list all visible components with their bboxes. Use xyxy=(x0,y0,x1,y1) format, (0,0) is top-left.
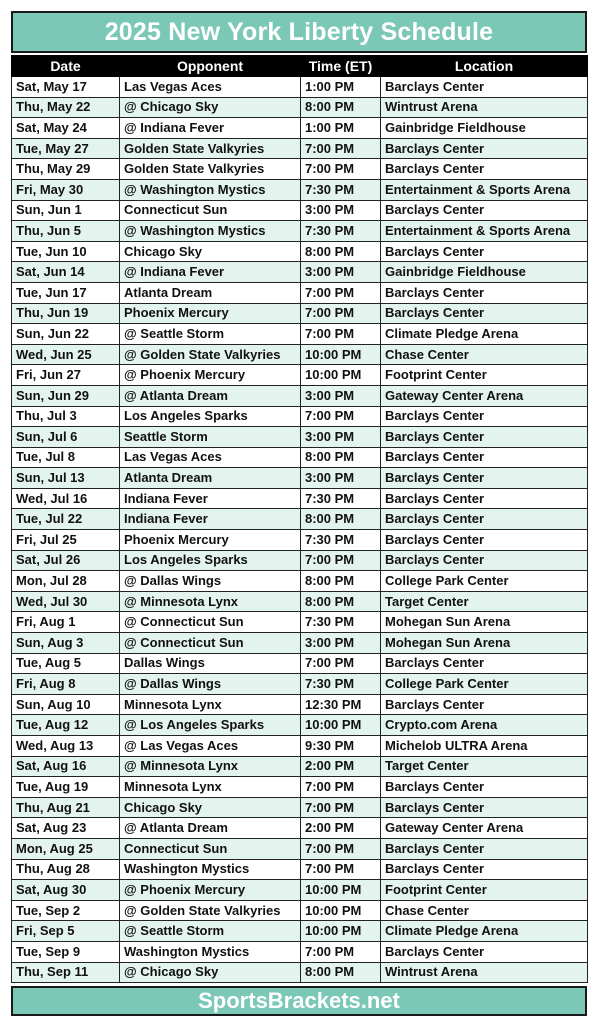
cell-opponent: Washington Mystics xyxy=(120,859,301,880)
cell-location: Barclays Center xyxy=(381,303,588,324)
cell-date: Sat, Aug 16 xyxy=(12,756,120,777)
table-row xyxy=(12,941,588,962)
cell-date: Sun, Jun 22 xyxy=(12,324,120,345)
cell-location: Michelob ULTRA Arena xyxy=(381,736,588,757)
cell-opponent: Las Vegas Aces xyxy=(120,447,301,468)
cell-time: 8:00 PM xyxy=(301,447,381,468)
cell-location: Barclays Center xyxy=(381,509,588,530)
cell-location: Barclays Center xyxy=(381,797,588,818)
cell-date: Tue, Sep 2 xyxy=(12,900,120,921)
cell-opponent: @ Minnesota Lynx xyxy=(120,756,301,777)
table-row xyxy=(12,777,588,798)
cell-opponent: @ Chicago Sky xyxy=(120,962,301,983)
cell-location: Barclays Center xyxy=(381,77,588,98)
cell-opponent: @ Golden State Valkyries xyxy=(120,900,301,921)
cell-date: Fri, May 30 xyxy=(12,179,120,200)
cell-opponent: @ Connecticut Sun xyxy=(120,612,301,633)
table-row xyxy=(12,653,588,674)
table-row xyxy=(12,756,588,777)
cell-date: Thu, May 22 xyxy=(12,97,120,118)
cell-time: 10:00 PM xyxy=(301,715,381,736)
cell-location: Target Center xyxy=(381,591,588,612)
cell-date: Thu, Aug 21 xyxy=(12,797,120,818)
table-row xyxy=(12,385,588,406)
cell-date: Thu, Jun 19 xyxy=(12,303,120,324)
cell-time: 7:00 PM xyxy=(301,282,381,303)
cell-time: 7:00 PM xyxy=(301,838,381,859)
cell-time: 1:00 PM xyxy=(301,77,381,98)
cell-date: Tue, Aug 5 xyxy=(12,653,120,674)
table-row xyxy=(12,633,588,654)
cell-date: Wed, Jul 16 xyxy=(12,488,120,509)
cell-time: 3:00 PM xyxy=(301,385,381,406)
cell-time: 7:30 PM xyxy=(301,221,381,242)
cell-opponent: @ Golden State Valkyries xyxy=(120,344,301,365)
cell-location: Barclays Center xyxy=(381,138,588,159)
table-row xyxy=(12,674,588,695)
cell-opponent: Phoenix Mercury xyxy=(120,530,301,551)
cell-location: Barclays Center xyxy=(381,838,588,859)
table-row xyxy=(12,530,588,551)
cell-location: Barclays Center xyxy=(381,941,588,962)
table-row xyxy=(12,571,588,592)
cell-location: Barclays Center xyxy=(381,406,588,427)
cell-opponent: Connecticut Sun xyxy=(120,838,301,859)
cell-date: Tue, Sep 9 xyxy=(12,941,120,962)
cell-time: 3:00 PM xyxy=(301,427,381,448)
cell-date: Sun, Jun 29 xyxy=(12,385,120,406)
cell-opponent: @ Phoenix Mercury xyxy=(120,880,301,901)
cell-opponent: @ Dallas Wings xyxy=(120,571,301,592)
cell-time: 7:00 PM xyxy=(301,550,381,571)
column-header-date: Date xyxy=(12,56,120,77)
table-row xyxy=(12,509,588,530)
footer-site-name: SportsBrackets.net xyxy=(198,988,400,1013)
cell-location: Gateway Center Arena xyxy=(381,385,588,406)
cell-time: 10:00 PM xyxy=(301,880,381,901)
table-row xyxy=(12,200,588,221)
cell-date: Sat, May 24 xyxy=(12,118,120,139)
cell-date: Mon, Aug 25 xyxy=(12,838,120,859)
cell-time: 7:00 PM xyxy=(301,653,381,674)
table-row xyxy=(12,303,588,324)
cell-location: Footprint Center xyxy=(381,880,588,901)
cell-time: 10:00 PM xyxy=(301,921,381,942)
cell-opponent: Golden State Valkyries xyxy=(120,159,301,180)
cell-date: Tue, Aug 12 xyxy=(12,715,120,736)
cell-date: Sun, Jul 6 xyxy=(12,427,120,448)
cell-time: 8:00 PM xyxy=(301,97,381,118)
table-row xyxy=(12,365,588,386)
table-row xyxy=(12,488,588,509)
cell-time: 7:00 PM xyxy=(301,324,381,345)
cell-location: Barclays Center xyxy=(381,200,588,221)
cell-opponent: @ Atlanta Dream xyxy=(120,818,301,839)
cell-date: Tue, Aug 19 xyxy=(12,777,120,798)
cell-time: 1:00 PM xyxy=(301,118,381,139)
table-row xyxy=(12,138,588,159)
table-row xyxy=(12,97,588,118)
cell-location: Barclays Center xyxy=(381,694,588,715)
cell-time: 3:00 PM xyxy=(301,633,381,654)
cell-date: Thu, May 29 xyxy=(12,159,120,180)
cell-opponent: Phoenix Mercury xyxy=(120,303,301,324)
cell-date: Sat, Aug 30 xyxy=(12,880,120,901)
cell-opponent: Los Angeles Sparks xyxy=(120,406,301,427)
cell-date: Wed, Jun 25 xyxy=(12,344,120,365)
schedule-table-wrap xyxy=(11,55,587,983)
cell-time: 10:00 PM xyxy=(301,365,381,386)
table-row xyxy=(12,77,588,98)
cell-opponent: @ Atlanta Dream xyxy=(120,385,301,406)
table-row xyxy=(12,406,588,427)
table-row xyxy=(12,715,588,736)
table-row xyxy=(12,344,588,365)
cell-date: Sun, Jun 1 xyxy=(12,200,120,221)
cell-location: Gateway Center Arena xyxy=(381,818,588,839)
cell-location: Barclays Center xyxy=(381,241,588,262)
cell-date: Fri, Jun 27 xyxy=(12,365,120,386)
cell-date: Tue, Jun 17 xyxy=(12,282,120,303)
cell-date: Thu, Aug 28 xyxy=(12,859,120,880)
cell-location: Crypto.com Arena xyxy=(381,715,588,736)
cell-opponent: @ Chicago Sky xyxy=(120,97,301,118)
cell-date: Tue, Jul 22 xyxy=(12,509,120,530)
cell-date: Sun, Aug 10 xyxy=(12,694,120,715)
cell-time: 7:30 PM xyxy=(301,674,381,695)
cell-time: 7:30 PM xyxy=(301,612,381,633)
cell-location: Gainbridge Fieldhouse xyxy=(381,118,588,139)
cell-time: 7:00 PM xyxy=(301,159,381,180)
table-row xyxy=(12,612,588,633)
cell-time: 8:00 PM xyxy=(301,962,381,983)
cell-location: Mohegan Sun Arena xyxy=(381,633,588,654)
cell-time: 8:00 PM xyxy=(301,591,381,612)
cell-location: Gainbridge Fieldhouse xyxy=(381,262,588,283)
cell-date: Thu, Jun 5 xyxy=(12,221,120,242)
cell-time: 7:00 PM xyxy=(301,941,381,962)
cell-time: 2:00 PM xyxy=(301,756,381,777)
table-row xyxy=(12,962,588,983)
cell-time: 7:00 PM xyxy=(301,138,381,159)
cell-location: Barclays Center xyxy=(381,550,588,571)
cell-opponent: Los Angeles Sparks xyxy=(120,550,301,571)
cell-opponent: Chicago Sky xyxy=(120,241,301,262)
cell-date: Mon, Jul 28 xyxy=(12,571,120,592)
cell-location: Barclays Center xyxy=(381,468,588,489)
schedule-table xyxy=(11,55,588,983)
cell-location: Barclays Center xyxy=(381,427,588,448)
cell-time: 7:30 PM xyxy=(301,179,381,200)
cell-location: Barclays Center xyxy=(381,282,588,303)
cell-date: Wed, Jul 30 xyxy=(12,591,120,612)
cell-time: 8:00 PM xyxy=(301,509,381,530)
cell-opponent: Chicago Sky xyxy=(120,797,301,818)
footer-banner xyxy=(11,986,587,1016)
cell-time: 12:30 PM xyxy=(301,694,381,715)
cell-location: Footprint Center xyxy=(381,365,588,386)
table-row xyxy=(12,221,588,242)
cell-opponent: @ Washington Mystics xyxy=(120,221,301,242)
cell-opponent: Connecticut Sun xyxy=(120,200,301,221)
table-row xyxy=(12,179,588,200)
column-header-opponent: Opponent xyxy=(120,56,301,77)
cell-time: 7:30 PM xyxy=(301,530,381,551)
table-row xyxy=(12,900,588,921)
cell-opponent: @ Minnesota Lynx xyxy=(120,591,301,612)
cell-date: Sat, Jun 14 xyxy=(12,262,120,283)
cell-location: Target Center xyxy=(381,756,588,777)
cell-time: 7:00 PM xyxy=(301,406,381,427)
cell-location: Climate Pledge Arena xyxy=(381,921,588,942)
cell-date: Fri, Aug 8 xyxy=(12,674,120,695)
cell-opponent: @ Las Vegas Aces xyxy=(120,736,301,757)
cell-opponent: Golden State Valkyries xyxy=(120,138,301,159)
cell-location: Barclays Center xyxy=(381,530,588,551)
cell-location: College Park Center xyxy=(381,674,588,695)
cell-opponent: Dallas Wings xyxy=(120,653,301,674)
cell-date: Sat, May 17 xyxy=(12,77,120,98)
cell-date: Thu, Jul 3 xyxy=(12,406,120,427)
cell-opponent: Atlanta Dream xyxy=(120,282,301,303)
table-row xyxy=(12,447,588,468)
cell-date: Sat, Aug 23 xyxy=(12,818,120,839)
cell-opponent: Minnesota Lynx xyxy=(120,694,301,715)
cell-date: Sat, Jul 26 xyxy=(12,550,120,571)
table-row xyxy=(12,838,588,859)
cell-location: Climate Pledge Arena xyxy=(381,324,588,345)
cell-date: Tue, Jul 8 xyxy=(12,447,120,468)
cell-time: 7:00 PM xyxy=(301,303,381,324)
cell-time: 3:00 PM xyxy=(301,200,381,221)
cell-date: Fri, Jul 25 xyxy=(12,530,120,551)
cell-time: 3:00 PM xyxy=(301,468,381,489)
cell-location: Entertainment & Sports Arena xyxy=(381,221,588,242)
cell-location: Barclays Center xyxy=(381,859,588,880)
table-row xyxy=(12,468,588,489)
cell-opponent: @ Seattle Storm xyxy=(120,324,301,345)
cell-opponent: @ Indiana Fever xyxy=(120,262,301,283)
cell-location: Barclays Center xyxy=(381,447,588,468)
cell-opponent: @ Seattle Storm xyxy=(120,921,301,942)
cell-time: 8:00 PM xyxy=(301,241,381,262)
cell-opponent: Las Vegas Aces xyxy=(120,77,301,98)
table-row xyxy=(12,262,588,283)
cell-location: Wintrust Arena xyxy=(381,962,588,983)
cell-location: Entertainment & Sports Arena xyxy=(381,179,588,200)
table-row xyxy=(12,427,588,448)
cell-time: 7:00 PM xyxy=(301,859,381,880)
cell-time: 2:00 PM xyxy=(301,818,381,839)
cell-date: Wed, Aug 13 xyxy=(12,736,120,757)
table-row xyxy=(12,859,588,880)
cell-opponent: @ Dallas Wings xyxy=(120,674,301,695)
page-title: 2025 New York Liberty Schedule xyxy=(104,17,494,46)
cell-opponent: @ Connecticut Sun xyxy=(120,633,301,654)
cell-time: 7:30 PM xyxy=(301,488,381,509)
table-row xyxy=(12,880,588,901)
cell-opponent: Minnesota Lynx xyxy=(120,777,301,798)
table-row xyxy=(12,118,588,139)
table-row xyxy=(12,241,588,262)
cell-time: 8:00 PM xyxy=(301,571,381,592)
cell-opponent: @ Washington Mystics xyxy=(120,179,301,200)
cell-location: Mohegan Sun Arena xyxy=(381,612,588,633)
cell-location: Chase Center xyxy=(381,344,588,365)
cell-opponent: @ Phoenix Mercury xyxy=(120,365,301,386)
cell-time: 9:30 PM xyxy=(301,736,381,757)
table-header-row xyxy=(12,56,588,77)
table-row xyxy=(12,818,588,839)
cell-date: Tue, May 27 xyxy=(12,138,120,159)
column-header-location: Location xyxy=(381,56,588,77)
title-banner xyxy=(11,11,587,53)
table-row xyxy=(12,591,588,612)
cell-time: 10:00 PM xyxy=(301,344,381,365)
cell-time: 3:00 PM xyxy=(301,262,381,283)
cell-opponent: Seattle Storm xyxy=(120,427,301,448)
table-row xyxy=(12,324,588,345)
table-row xyxy=(12,921,588,942)
cell-time: 7:00 PM xyxy=(301,797,381,818)
cell-location: Wintrust Arena xyxy=(381,97,588,118)
cell-location: Chase Center xyxy=(381,900,588,921)
cell-date: Sun, Jul 13 xyxy=(12,468,120,489)
cell-location: Barclays Center xyxy=(381,653,588,674)
table-row xyxy=(12,282,588,303)
cell-date: Thu, Sep 11 xyxy=(12,962,120,983)
table-row xyxy=(12,550,588,571)
cell-opponent: @ Los Angeles Sparks xyxy=(120,715,301,736)
cell-date: Tue, Jun 10 xyxy=(12,241,120,262)
cell-date: Fri, Aug 1 xyxy=(12,612,120,633)
cell-time: 10:00 PM xyxy=(301,900,381,921)
cell-time: 7:00 PM xyxy=(301,777,381,798)
cell-opponent: @ Indiana Fever xyxy=(120,118,301,139)
table-row xyxy=(12,797,588,818)
column-header-time: Time (ET) xyxy=(301,56,381,77)
cell-opponent: Atlanta Dream xyxy=(120,468,301,489)
cell-date: Fri, Sep 5 xyxy=(12,921,120,942)
cell-opponent: Washington Mystics xyxy=(120,941,301,962)
cell-location: College Park Center xyxy=(381,571,588,592)
schedule-body xyxy=(12,77,588,983)
table-row xyxy=(12,159,588,180)
cell-opponent: Indiana Fever xyxy=(120,488,301,509)
cell-location: Barclays Center xyxy=(381,777,588,798)
cell-opponent: Indiana Fever xyxy=(120,509,301,530)
table-row xyxy=(12,736,588,757)
cell-location: Barclays Center xyxy=(381,159,588,180)
cell-date: Sun, Aug 3 xyxy=(12,633,120,654)
table-row xyxy=(12,694,588,715)
cell-location: Barclays Center xyxy=(381,488,588,509)
